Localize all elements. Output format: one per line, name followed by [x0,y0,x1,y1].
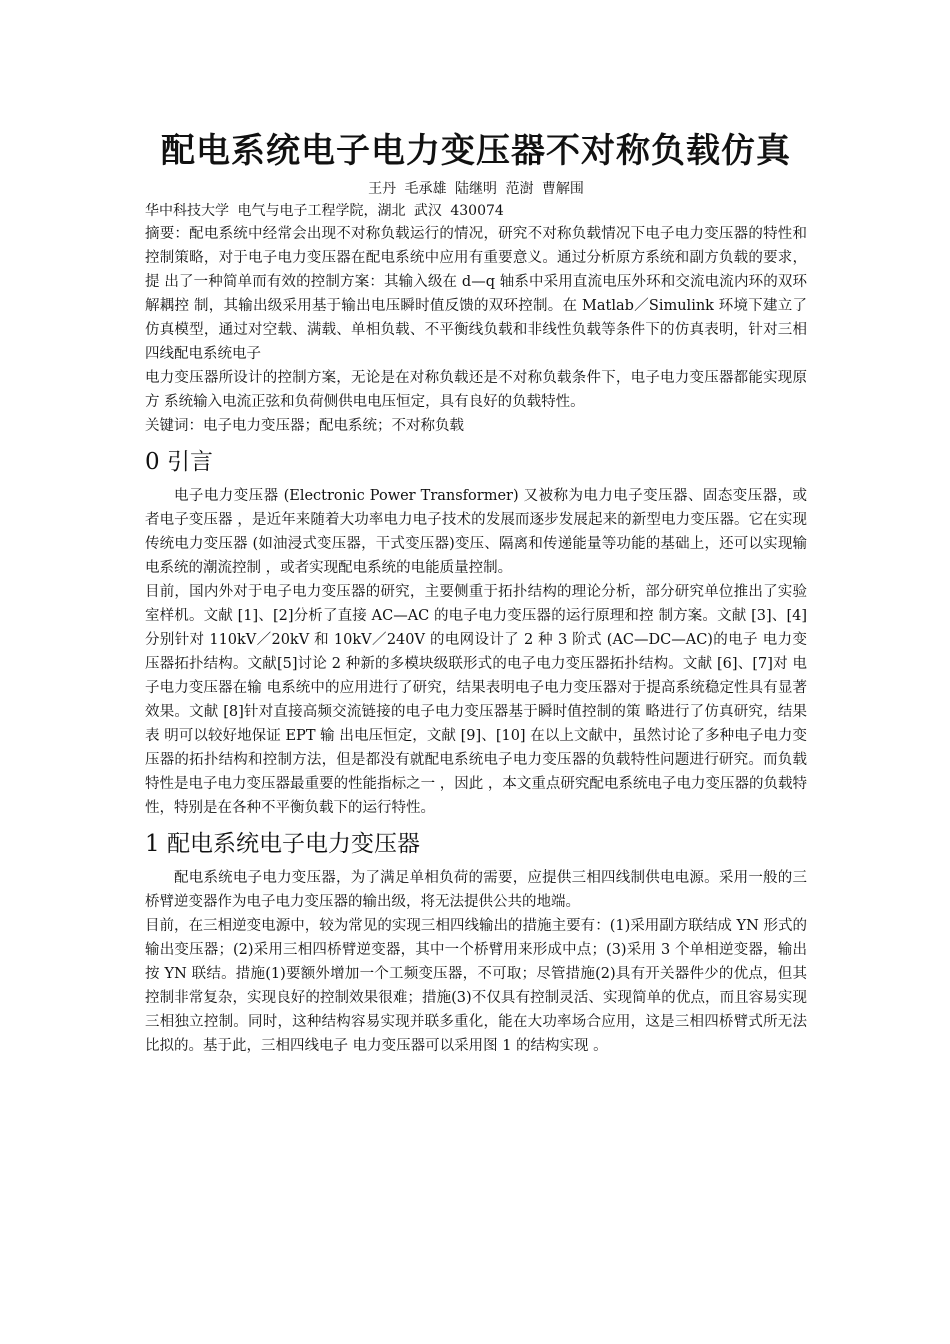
author-list: 王丹 毛承雄 陆继明 范澍 曹解围 [368,181,584,197]
section-heading-introduction: 0 引言 [145,449,213,475]
abstract-paragraph-1: 摘要：配电系统中经常会出现不对称负载运行的情况，研究不对称负载情况下电子电力变压器的特性和 控制策略，对于电子电力变压器在配电系统中应用有重要意义。通过分析原方系统和副方负载的要求，提 出了一种简单而有效的控制方案：其输入级在 d—q 轴系中采用直流电压外环和交流电流内环的双环解耦控 制，其输出级采用基于输出电压瞬时值反馈的双环控制。在 Matlab／Simulink 环境下建立了仿真模型，通过对空载、满载、单相负载、不平衡线负载和非线性负载等条件下的仿真表明，针对三相四线配电系统电子 [145,226,807,362]
affiliation: 华中科技大学 电气与电子工程学院，湖北 武汉 430074 [145,203,504,219]
section1-paragraph-2: 目前，在三相逆变电源中，较为常见的实现三相四线输出的措施主要有：(1)采用副方联结成 YN 形式的输出变压器；(2)采用三相四桥臂逆变器，其中一个桥臂用来形成中点；(3)采用 3 个单相逆变器，输出按 YN 联结。措施(1)要额外增加一个工频变压器，不可取；尽管措施(2)具有开关器件少的优点，但其控制非常复杂，实现良好的控制效果很难；措施(3)不仅具有控制灵活、实现简单的优点，而且容易实现三相独立控制。同时，这种结构容易实现并联多重化，能在大功率场合应用，这是三相四桥臂式所无法比拟的。基于此，三相四线电子 电力变压器可以采用图 1 的结构实现 。 [145,918,807,1054]
intro-paragraph-1: 电子电力变压器 (Electronic Power Transformer) 又被称为电力电子变压器、固态变压器，或者电子变压器 ，是近年来随着大功率电力电子技术的发展而逐步发展起来的新型电力变压器。它在实现传统电力变压器 (如油浸式变压器，干式变压器)变压、隔离和传递能量等功能的基础上，还可以实现输电系统的潮流控制 ，或者实现配电系统的电能质量控制。 [145,488,807,576]
section1-paragraph-1: 配电系统电子电力变压器，为了满足单相负荷的需要，应提供三相四线制供电电源。采用一般的三桥臂逆变器作为电子电力变压器的输出级，将无法提供公共的地端。 [145,870,807,910]
keywords: 关键词：电子电力变压器；配电系统；不对称负载 [145,418,464,434]
abstract-paragraph-2: 电力变压器所设计的控制方案，无论是在对称负载还是不对称负载条件下，电子电力变压器都能实现原方 系统输入电流正弦和负荷侧供电电压恒定，具有良好的负载特性。 [145,370,807,410]
section-heading-1: 1 配电系统电子电力变压器 [145,831,420,857]
document-body [145,128,807,1058]
intro-paragraph-2: 目前，国内外对于电子电力变压器的研究，主要侧重于拓扑结构的理论分析，部分研究单位推出了实验室样机。文献 [1]、[2]分析了直接 AC—AC 的电子电力变压器的运行原理和控 制方案。文献 [3]、[4]分别针对 110kV／20kV 和 10kV／240V 的电网设计了 2 种 3 阶式 (AC—DC—AC)的电子 电力变压器拓扑结构。文献[5]讨论 2 种新的多模块级联形式的电子电力变压器拓扑结构。文献 [6]、[7]对 电子电力变压器在输 电系统中的应用进行了研究，结果表明电子电力变压器对于提高系统稳定性具有显著效果。文献 [8]针对直接高频交流链接的电子电力变压器基于瞬时值控制的策 略进行了仿真研究，结果表 明可以较好地保证 EPT 输 出电压恒定，文献 [9]、[10] 在以上文献中，虽然讨论了多种电子电力变压器的拓扑结构和控制方法，但是都没有就配电系统电子电力变压器的负载特性问题进行研究。而负载特性是电子电力变压器最重要的性能指标之一 ，因此 ，本文重点研究配电系统电子电力变压器的负载特性，特别是在各种不平衡负载下的运行特性。 [145,584,807,816]
paper-title: 配电系统电子电力变压器不对称负载仿真 [161,131,791,171]
